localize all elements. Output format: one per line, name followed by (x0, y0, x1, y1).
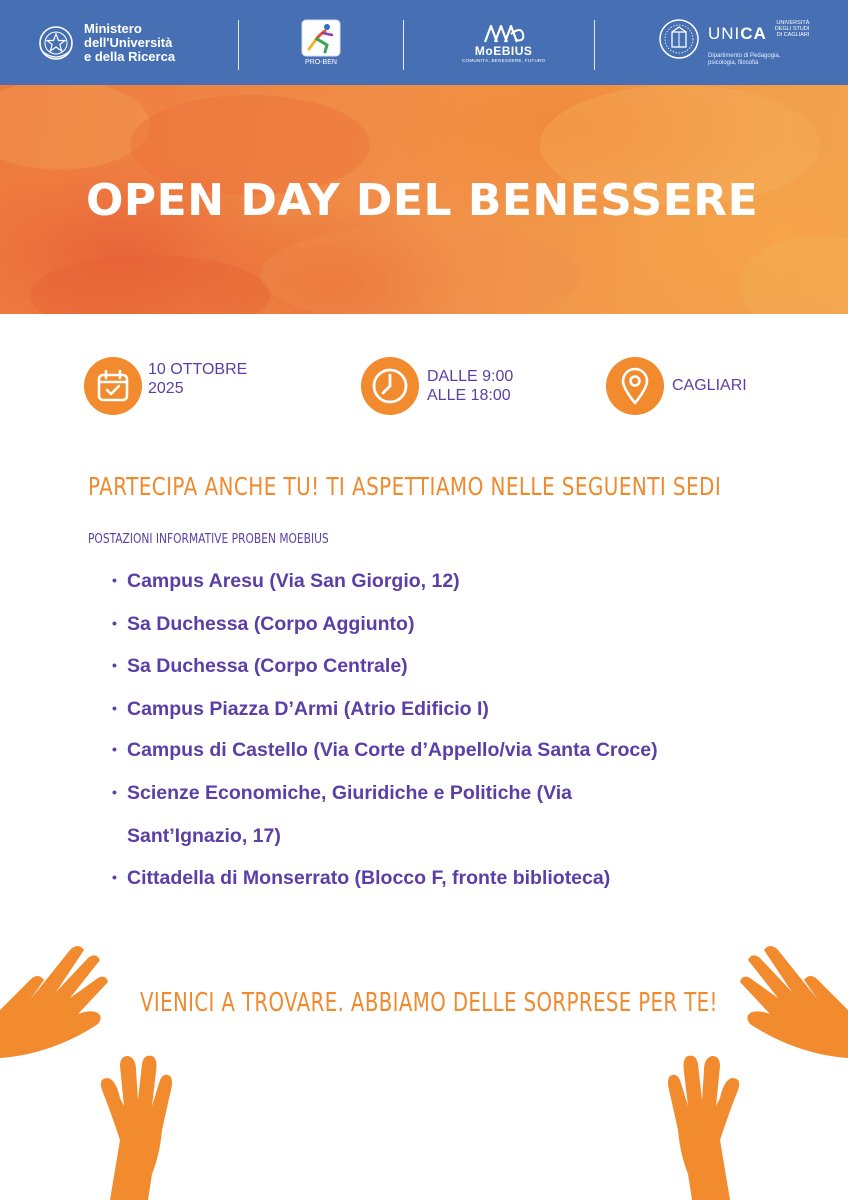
list-item (112, 613, 414, 636)
time-line: DALLE 9:00 (427, 368, 514, 385)
bullet-icon: • (112, 869, 117, 885)
logo-bar (0, 0, 848, 85)
venue-text-continued: Sant’Ignazio, 17) (127, 825, 281, 847)
logo-divider (238, 20, 239, 70)
unica-logo (658, 0, 809, 85)
date-line: 2025 (148, 380, 184, 397)
unica-small-line: UNIVERSITÀ (776, 20, 810, 26)
venue-text: Campus Aresu (Via San Giorgio, 12) (127, 570, 460, 592)
bullet-icon: • (112, 700, 117, 716)
list-item (112, 570, 460, 593)
bullet-icon: • (112, 572, 117, 588)
unica-small-line: DI CAGLIARI (776, 32, 810, 38)
bullet-icon: • (112, 615, 117, 631)
footer-message: VIENICI A TROVARE. ABBIAMO DELLE SORPRESE PER TE! (140, 988, 718, 1018)
venue-text: Campus di Castello (Via Corte d’Appello/via Santa Croce) (127, 739, 658, 761)
time-line: ALLE 18:00 (427, 387, 511, 404)
venue-text: Sa Duchessa (Corpo Aggiunto) (127, 613, 415, 635)
location-pin-icon (618, 366, 652, 406)
ministry-line-1: Ministero (84, 20, 142, 36)
moebius-logo (462, 0, 545, 85)
ministry-line-2: dell'Università (84, 34, 173, 50)
date-info (84, 356, 247, 416)
logo-divider (403, 20, 404, 70)
bullet-icon: • (112, 657, 117, 673)
unica-wordmark (708, 24, 767, 44)
place-icon-badge (606, 357, 664, 415)
moebius-mark-icon (481, 22, 527, 44)
venue-text: Cittadella di Monserrato (Blocco F, fronte biblioteca) (127, 867, 611, 889)
unica-dept-line: Dipartimento di Pedagogia, (708, 53, 781, 59)
calendar-icon (96, 369, 130, 403)
unica-dept-line: psicologia, filosofia (708, 60, 759, 66)
hero-banner (0, 85, 848, 314)
event-title: OPEN DAY DEL BENESSERE (86, 175, 759, 226)
time-info (361, 356, 513, 416)
section-subheading: POSTAZIONI INFORMATIVE PROBEN MOEBIUS (88, 532, 329, 547)
list-item (112, 782, 573, 847)
logo-divider (594, 20, 595, 70)
runner-icon (301, 19, 341, 57)
clock-icon (370, 366, 410, 406)
venue-text: Campus Piazza D’Armi (Atrio Edificio I) (127, 698, 489, 720)
unica-university-name (775, 20, 810, 38)
date-line: 10 OTTOBRE (148, 361, 248, 378)
unica-department (708, 53, 809, 67)
section-heading: PARTECIPA ANCHE TU! TI ASPETTIAMO NELLE SEGUENTI SEDI (88, 472, 722, 501)
moebius-name: MoEBIUS (474, 44, 533, 58)
unica-wordmark-prefix: UNI (708, 24, 741, 43)
right-hand-bottom-illustration (650, 1050, 760, 1200)
ministry-logo (36, 0, 175, 85)
bullet-icon: • (112, 741, 117, 757)
bullet-icon: • (112, 784, 117, 800)
university-seal-icon (658, 18, 700, 60)
ministry-line-3: e della Ricerca (84, 48, 176, 64)
list-item (112, 739, 658, 762)
place-info (606, 356, 747, 416)
date-icon-badge (84, 357, 142, 415)
emblem-icon (36, 21, 76, 65)
unica-wordmark-suffix: CA (740, 24, 767, 43)
proben-logo (301, 0, 341, 85)
list-item (112, 655, 408, 678)
moebius-tagline: COMUNITÀ, BENESSERE, FUTURO (462, 58, 546, 63)
proben-label: PRO-BEN (305, 58, 337, 66)
venue-text: Sa Duchessa (Corpo Centrale) (127, 655, 408, 677)
list-item (112, 698, 489, 721)
left-hand-bottom-illustration (80, 1050, 190, 1200)
unica-small-line: DEGLI STUDI (774, 26, 810, 32)
place-text: CAGLIARI (672, 376, 747, 394)
list-item (112, 867, 610, 890)
venue-text: Scienze Economiche, Giuridiche e Politiche (Via (127, 782, 573, 804)
time-icon-badge (361, 357, 419, 415)
